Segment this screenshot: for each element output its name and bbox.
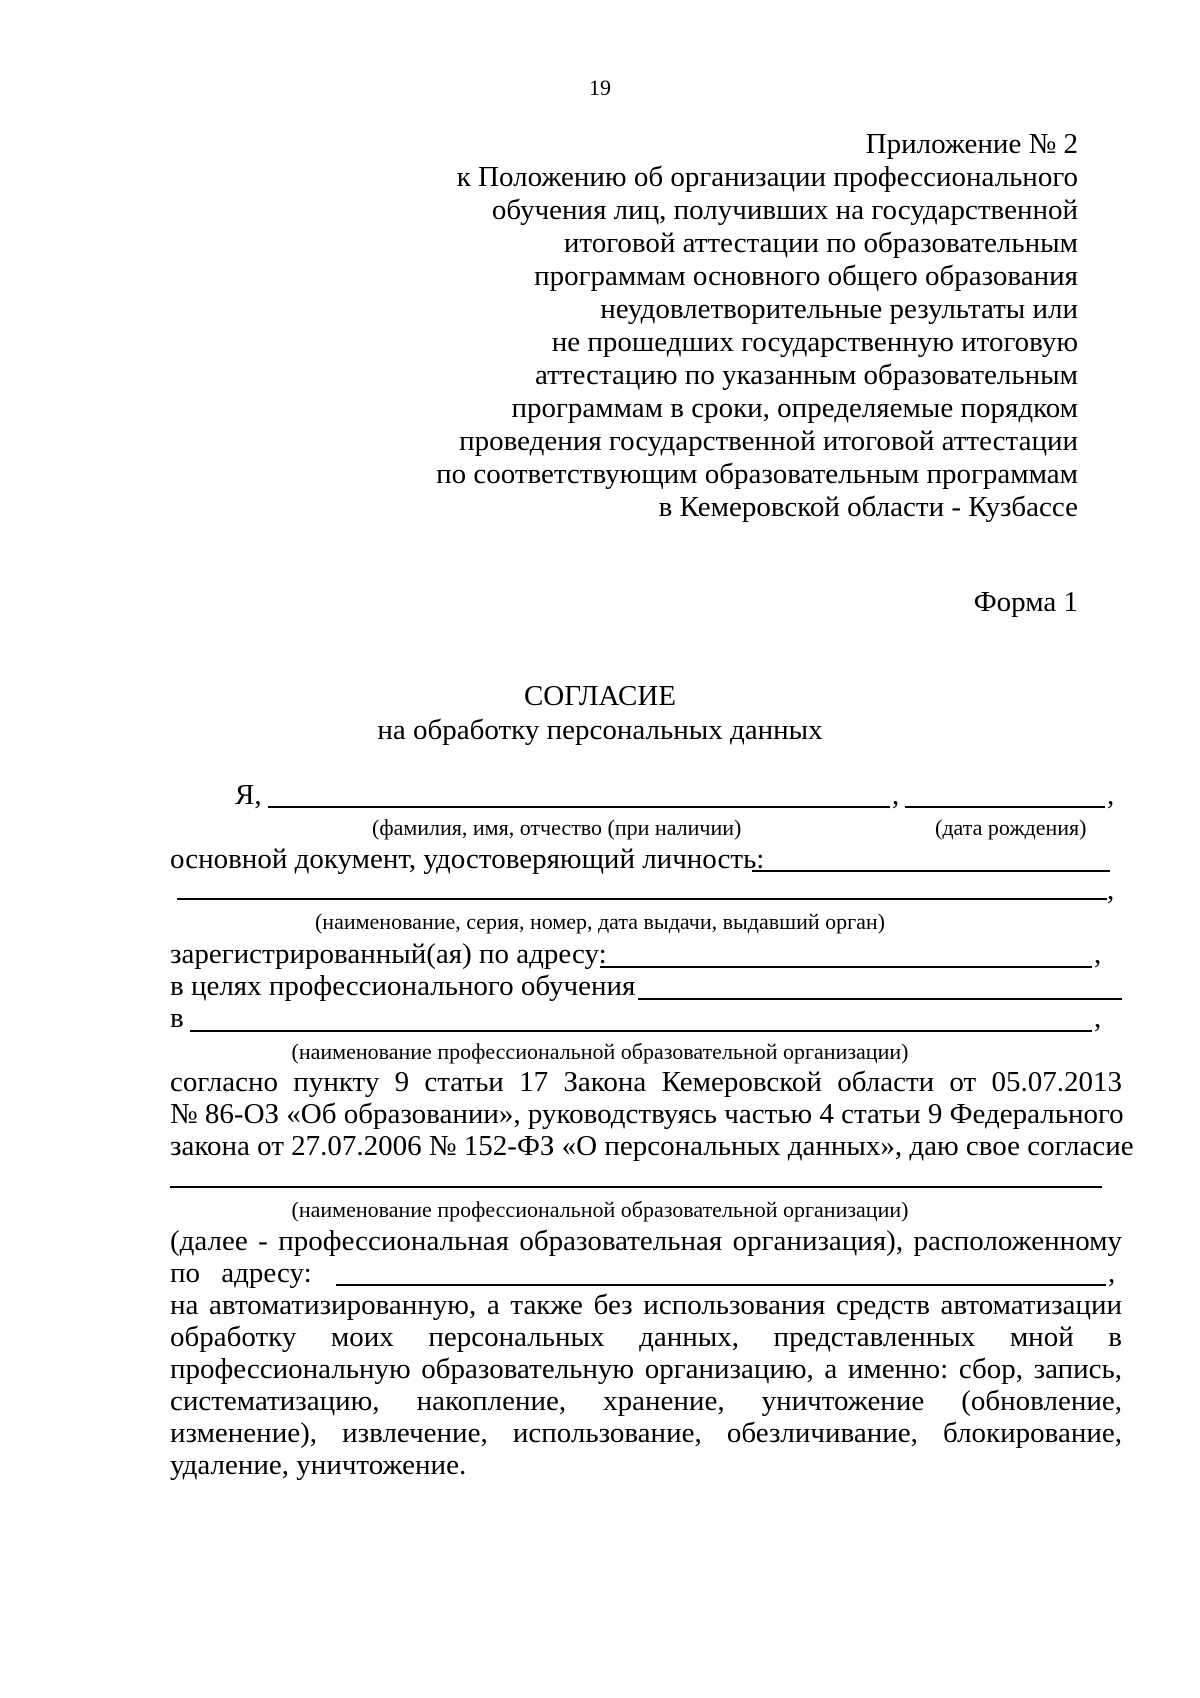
organization-field-line[interactable] [190, 1004, 1092, 1032]
identity-doc-field-line[interactable] [752, 844, 1110, 872]
fio-field-line[interactable] [268, 780, 890, 808]
caption-identity-doc: (наименование, серия, номер, дата выдачи, выдавший орган) [314, 909, 885, 934]
comma: , [1107, 779, 1115, 811]
document-subtitle: на обработку персональных данных [377, 714, 823, 746]
purpose-field-line[interactable] [638, 972, 1122, 1000]
paragraph-last-line: удаление, уничтожение. [170, 1449, 467, 1481]
paragraph-line: № 86-ОЗ «Об образовании», руководствуясь частью 4 статьи 9 Федерального [170, 1098, 1124, 1130]
comma: , [1107, 874, 1115, 906]
comma: , [892, 779, 900, 811]
caption-birthdate: (дата рождения) [935, 815, 1087, 840]
purpose-label: в целях профессионального обучения [170, 970, 636, 1002]
comma: , [1108, 1257, 1116, 1289]
appendix-line: к Положению об организации профессионального [456, 161, 1078, 193]
paragraph-line: обработку моих персональных данных, представленных мной в [170, 1321, 1122, 1353]
caption-fio: (фамилия, имя, отчество (при наличии) [372, 815, 742, 840]
paragraph-line: (далее - профессиональная образовательная организация), расположенному [170, 1225, 1122, 1257]
caption-organization: (наименование профессиональной образовательной организации) [291, 1039, 909, 1064]
appendix-line: неудовлетворительные результаты или [600, 293, 1078, 325]
appendix-line: Приложение № 2 [865, 128, 1078, 160]
appendix-line: программам в сроки, определяемые порядком [511, 392, 1078, 424]
appendix-line: аттестацию по указанным образовательным [535, 359, 1078, 391]
page-number: 19 [589, 75, 611, 100]
paragraph-line: на автоматизированную, а также без использования средств автоматизации [170, 1289, 1122, 1321]
intro-ya: Я, [235, 779, 262, 811]
appendix-line: обучения лиц, получивших на государственной [491, 194, 1078, 226]
comma: , [1094, 938, 1102, 970]
appendix-line: проведения государственной итоговой аттестации [459, 425, 1078, 457]
identity-doc-field-line-2[interactable] [177, 872, 1107, 900]
caption-organization-2: (наименование профессиональной образовательной организации) [291, 1197, 909, 1222]
paragraph-line: изменение), извлечение, использование, обезличивание, блокирование, [170, 1417, 1122, 1449]
document-title: СОГЛАСИЕ [523, 680, 677, 712]
comma: , [1094, 1002, 1102, 1034]
birthdate-field-line[interactable] [905, 780, 1105, 808]
address-label: зарегистрированный(ая) по адресу: [170, 938, 607, 970]
paragraph-line: систематизацию, накопление, хранение, уничтожение (обновление, [170, 1385, 1122, 1417]
appendix-header [436, 128, 1078, 524]
appendix-line: итоговой аттестации по образовательным [563, 227, 1078, 259]
paragraph-line: согласно пункту 9 статьи 17 Закона Кемеровской области от 05.07.2013 [170, 1066, 1122, 1098]
v-label: в [170, 1002, 184, 1034]
paragraph-line: профессиональную образовательную организацию, а именно: сбор, запись, [170, 1353, 1122, 1385]
appendix-line: в Кемеровской области - Кузбассе [658, 491, 1078, 523]
po-adresu-label: по адресу: [170, 1257, 312, 1289]
organization-field-line-2[interactable] [170, 1160, 1102, 1188]
form-label: Форма 1 [973, 586, 1078, 618]
org-address-field-line[interactable] [336, 1258, 1106, 1286]
address-field-line[interactable] [600, 940, 1092, 968]
appendix-line: программам основного общего образования [534, 260, 1078, 292]
appendix-line: не прошедших государственную итоговую [551, 326, 1078, 358]
appendix-line: по соответствующим образовательным программам [436, 458, 1078, 490]
paragraph-line: закона от 27.07.2006 № 152-ФЗ «О персональных данных», даю свое согласие [170, 1130, 1134, 1162]
identity-doc-label: основной документ, удостоверяющий личность: [170, 843, 765, 875]
